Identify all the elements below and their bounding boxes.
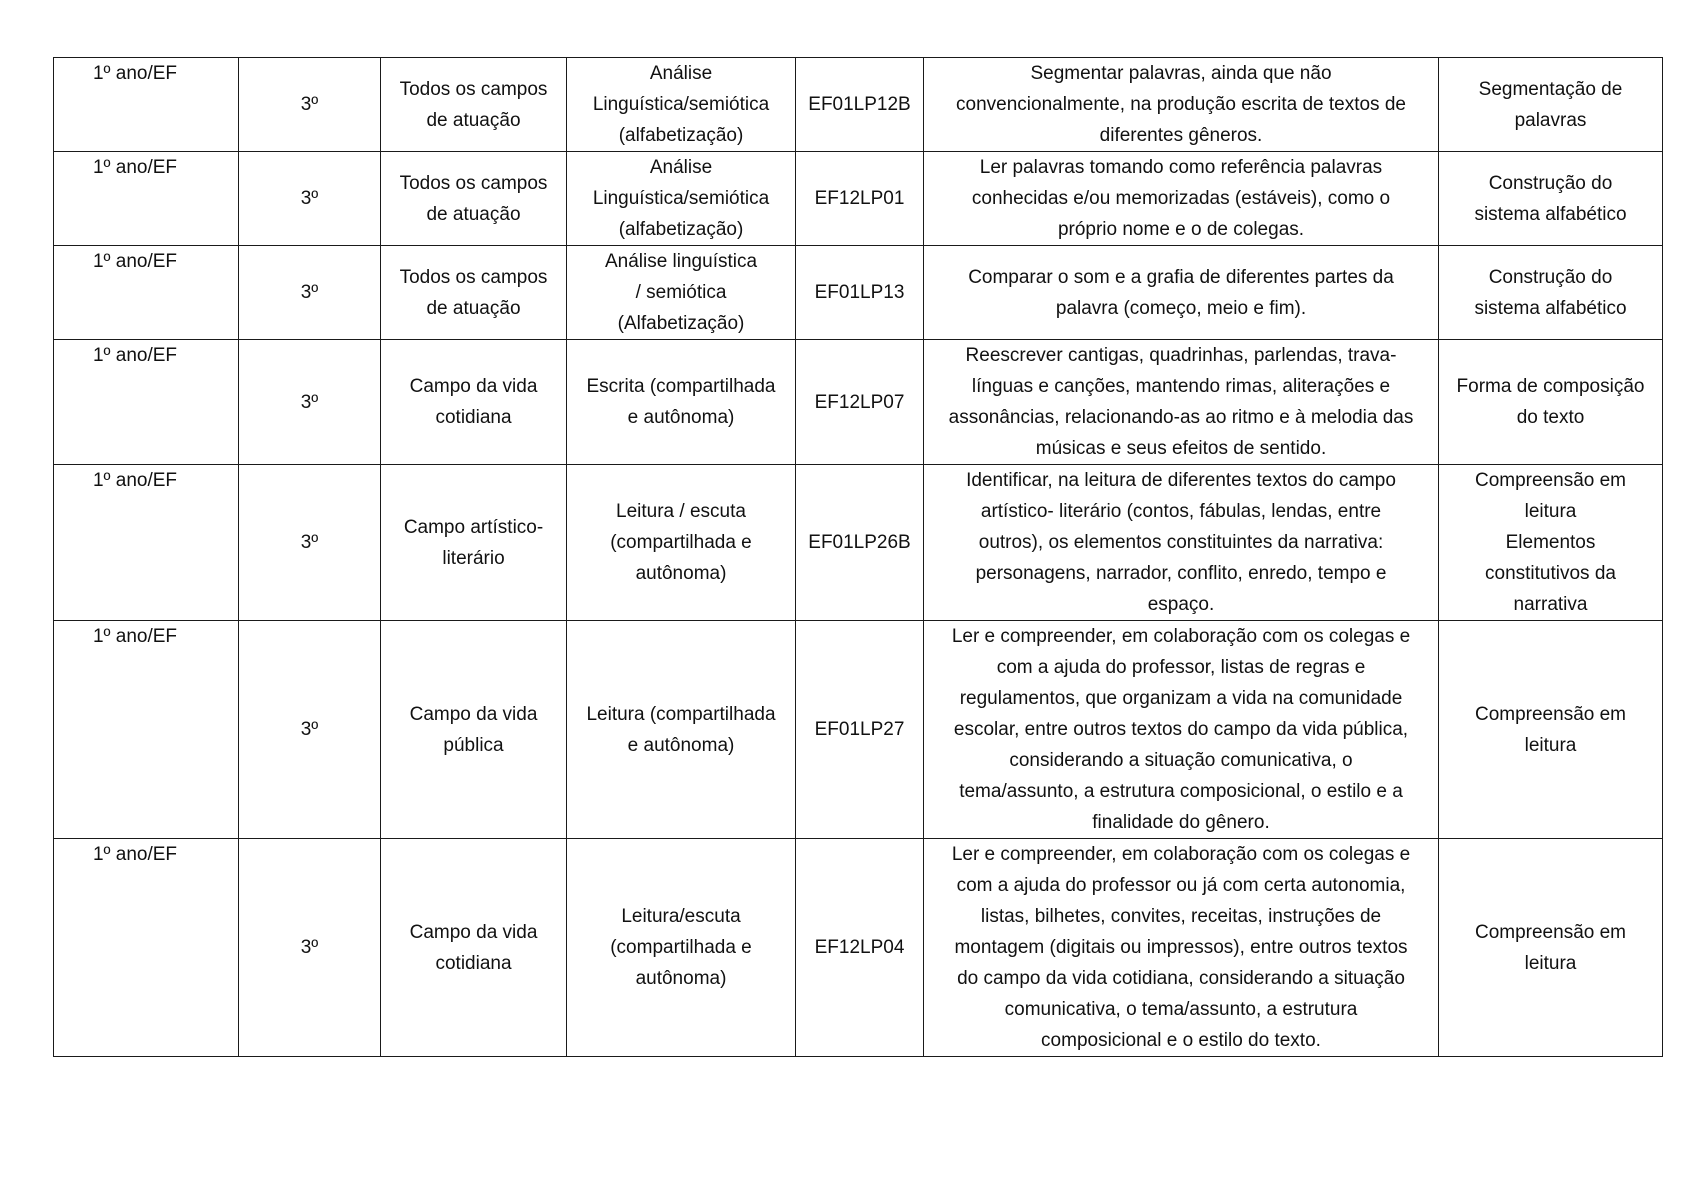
cell-bimestre: 3º <box>239 465 381 621</box>
cell-pratica: Análise Linguística/semiótica (alfabetização) <box>567 58 796 152</box>
cell-codigo: EF12LP04 <box>796 839 924 1057</box>
cell-codigo: EF01LP26B <box>796 465 924 621</box>
cell-bimestre: 3º <box>239 621 381 839</box>
table-row <box>54 621 1663 839</box>
cell-bimestre: 3º <box>239 839 381 1057</box>
cell-pratica: Análise Linguística/semiótica (alfabetização) <box>567 152 796 246</box>
cell-habilidade: Ler palavras tomando como referência palavras conhecidas e/ou memorizadas (estáveis), como o próprio nome e o de colegas. <box>924 152 1439 246</box>
cell-campo: Todos os campos de atuação <box>381 58 567 152</box>
cell-bimestre: 3º <box>239 340 381 465</box>
cell-habilidade: Comparar o som e a grafia de diferentes partes da palavra (começo, meio e fim). <box>924 246 1439 340</box>
cell-objeto: Compreensão em leitura <box>1439 621 1663 839</box>
cell-habilidade: Ler e compreender, em colaboração com os colegas e com a ajuda do professor, listas de regras e regulamentos, que organizam a vida na comunidade escolar, entre outros textos do campo da vida pública, considerando a situação comunicativa, o tema/assunto, a estrutura composicional, o estilo e a finalidade do gênero. <box>924 621 1439 839</box>
cell-bimestre: 3º <box>239 58 381 152</box>
table-row <box>54 340 1663 465</box>
cell-codigo: EF01LP12B <box>796 58 924 152</box>
cell-ano: 1º ano/EF <box>54 621 239 839</box>
cell-pratica: Análise linguística / semiótica (Alfabetização) <box>567 246 796 340</box>
cell-campo: Campo artístico- literário <box>381 465 567 621</box>
cell-campo: Todos os campos de atuação <box>381 152 567 246</box>
table-row <box>54 58 1663 152</box>
curriculum-table <box>53 57 1663 1057</box>
cell-pratica: Leitura/escuta (compartilhada e autônoma) <box>567 839 796 1057</box>
cell-ano: 1º ano/EF <box>54 839 239 1057</box>
cell-objeto: Construção do sistema alfabético <box>1439 152 1663 246</box>
cell-campo: Campo da vida pública <box>381 621 567 839</box>
cell-ano: 1º ano/EF <box>54 465 239 621</box>
cell-objeto: Segmentação de palavras <box>1439 58 1663 152</box>
cell-objeto: Compreensão em leitura Elementos constitutivos da narrativa <box>1439 465 1663 621</box>
cell-ano: 1º ano/EF <box>54 58 239 152</box>
cell-objeto: Construção do sistema alfabético <box>1439 246 1663 340</box>
cell-codigo: EF01LP27 <box>796 621 924 839</box>
cell-objeto: Compreensão em leitura <box>1439 839 1663 1057</box>
cell-habilidade: Identificar, na leitura de diferentes textos do campo artístico- literário (contos, fábulas, lendas, entre outros), os elementos constituintes da narrativa: personagens, narrador, conflito, enredo, tempo e espaço. <box>924 465 1439 621</box>
cell-campo: Todos os campos de atuação <box>381 246 567 340</box>
cell-bimestre: 3º <box>239 152 381 246</box>
cell-habilidade: Segmentar palavras, ainda que não convencionalmente, na produção escrita de textos de diferentes gêneros. <box>924 58 1439 152</box>
cell-pratica: Escrita (compartilhada e autônoma) <box>567 340 796 465</box>
cell-ano: 1º ano/EF <box>54 152 239 246</box>
table-row <box>54 465 1663 621</box>
cell-pratica: Leitura / escuta (compartilhada e autônoma) <box>567 465 796 621</box>
table-row <box>54 839 1663 1057</box>
cell-objeto: Forma de composição do texto <box>1439 340 1663 465</box>
table-row <box>54 246 1663 340</box>
cell-codigo: EF12LP01 <box>796 152 924 246</box>
cell-habilidade: Ler e compreender, em colaboração com os colegas e com a ajuda do professor ou já com certa autonomia, listas, bilhetes, convites, receitas, instruções de montagem (digitais ou impressos), entre outros textos do campo da vida cotidiana, considerando a situação comunicativa, o tema/assunto, a estrutura composicional e o estilo do texto. <box>924 839 1439 1057</box>
cell-codigo: EF01LP13 <box>796 246 924 340</box>
cell-ano: 1º ano/EF <box>54 246 239 340</box>
cell-pratica: Leitura (compartilhada e autônoma) <box>567 621 796 839</box>
cell-ano: 1º ano/EF <box>54 340 239 465</box>
cell-bimestre: 3º <box>239 246 381 340</box>
cell-campo: Campo da vida cotidiana <box>381 340 567 465</box>
cell-codigo: EF12LP07 <box>796 340 924 465</box>
table-row <box>54 152 1663 246</box>
cell-habilidade: Reescrever cantigas, quadrinhas, parlendas, trava- línguas e canções, mantendo rimas, aliterações e assonâncias, relacionando-as ao ritmo e à melodia das músicas e seus efeitos de sentido. <box>924 340 1439 465</box>
cell-campo: Campo da vida cotidiana <box>381 839 567 1057</box>
